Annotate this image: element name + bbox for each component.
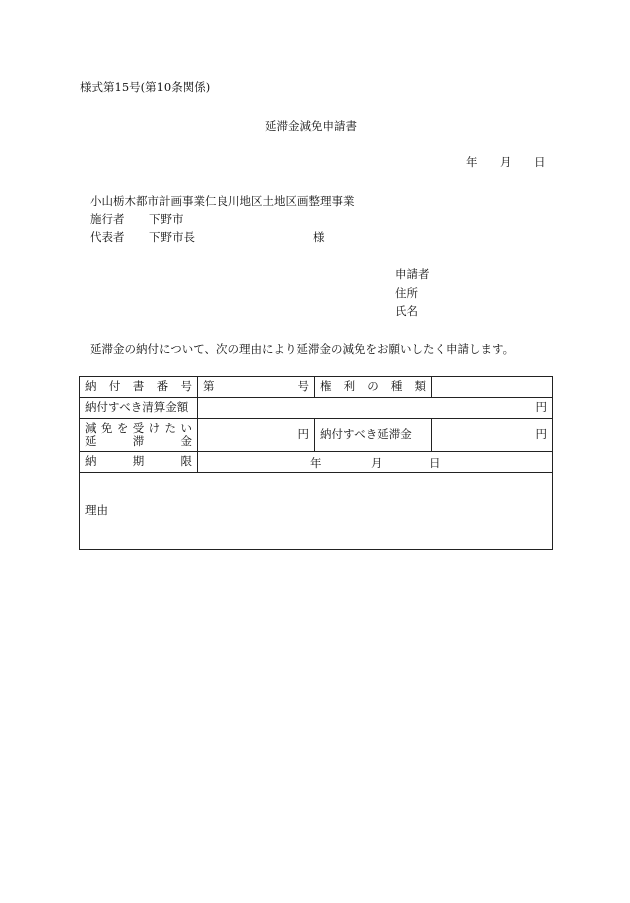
table-row <box>80 452 553 473</box>
date-year: 年 <box>466 155 478 169</box>
deadline-year: 年 <box>310 456 322 470</box>
document-title: 延滞金減免申請書 <box>265 119 357 133</box>
table-row <box>80 398 553 419</box>
reason-label: 理由 <box>85 503 108 518</box>
executor-label: 施行者 <box>90 212 125 226</box>
form-number: 様式第15号(第10条関係) <box>80 80 211 94</box>
honorific: 様 <box>313 230 325 244</box>
payable-delay-label: 納付すべき延滞金 <box>320 427 412 442</box>
deadline-month: 月 <box>371 456 383 470</box>
application-table <box>79 376 553 550</box>
reduction-label-cell <box>80 419 198 452</box>
deadline-field[interactable] <box>198 452 553 473</box>
notice-number-label-cell <box>80 377 198 398</box>
applicant-address-label: 住所 <box>395 286 418 300</box>
reduction-unit: 円 <box>297 427 309 442</box>
settlement-unit: 円 <box>535 400 547 415</box>
deadline-label: 納 期 限 <box>85 454 192 469</box>
notice-number-field[interactable] <box>198 377 315 398</box>
settlement-label: 納付すべき清算金額 <box>85 400 189 415</box>
payable-delay-label-cell <box>315 419 432 452</box>
reduction-label-line1: 減 免 を 受 け た い <box>85 420 192 435</box>
notice-number-suffix: 号 <box>297 379 309 394</box>
table-row <box>80 473 553 550</box>
right-type-label-cell <box>315 377 432 398</box>
reduction-label-line2: 延 滞 金 <box>85 434 192 448</box>
settlement-amount-field[interactable] <box>198 398 553 419</box>
representative-label: 代表者 <box>90 230 125 244</box>
right-type-label: 権 利 の 種 類 <box>320 379 426 394</box>
notice-number-prefix: 第 <box>203 379 215 394</box>
representative-value: 下野市長 <box>149 230 195 244</box>
applicant-name-label: 氏名 <box>395 304 418 318</box>
deadline-label-cell <box>80 452 198 473</box>
executor-value: 下野市 <box>149 212 184 226</box>
applicant-heading: 申請者 <box>395 267 430 281</box>
reduction-amount-field[interactable] <box>198 419 315 452</box>
payable-delay-unit: 円 <box>535 427 547 442</box>
reason-field[interactable] <box>80 473 553 550</box>
table-row <box>80 377 553 398</box>
date-month: 月 <box>500 155 512 169</box>
table-row <box>80 419 553 452</box>
deadline-day: 日 <box>429 456 441 470</box>
notice-number-label: 納 付 書 番 号 <box>85 379 192 394</box>
settlement-label-cell <box>80 398 198 419</box>
payable-delay-field[interactable] <box>432 419 553 452</box>
right-type-field[interactable] <box>432 377 553 398</box>
date-day: 日 <box>534 155 546 169</box>
intro-text: 延滞金の納付について、次の理由により延滞金の減免をお願いしたく申請します。 <box>90 342 515 356</box>
project-name: 小山栃木都市計画事業仁良川地区土地区画整理事業 <box>90 194 355 208</box>
